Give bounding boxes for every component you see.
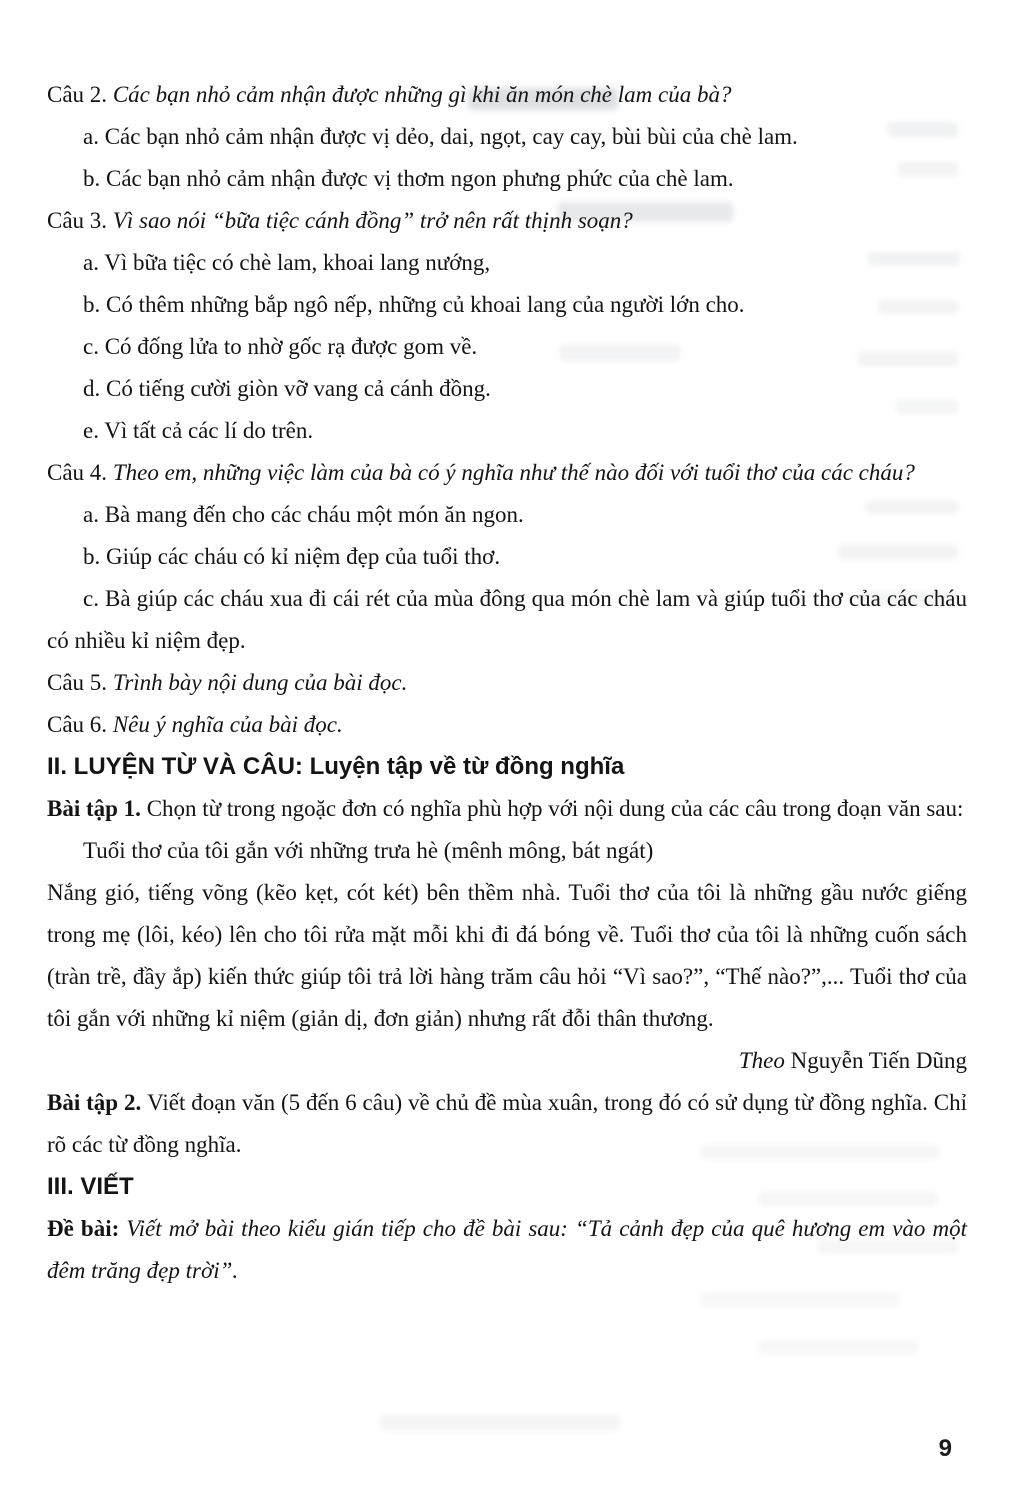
section-heading bbox=[47, 746, 967, 788]
paragraph bbox=[47, 284, 967, 326]
paragraph-text: a. Các bạn nhỏ cảm nhận được vị dẻo, dai, ngọt, cay cay, bùi bùi của chè lam. bbox=[83, 124, 798, 149]
paragraph-text: Theo em, những việc làm của bà có ý nghĩa như thế nào đối với tuổi thơ của các cháu? bbox=[112, 460, 915, 485]
paragraph bbox=[47, 704, 967, 746]
paragraph-text: b. Có thêm những bắp ngô nếp, những củ khoai lang của người lớn cho. bbox=[83, 292, 745, 317]
paragraph-label: Câu 4. bbox=[47, 460, 113, 485]
paragraph-text: Các bạn nhỏ cảm nhận được những gì khi ăn món chè lam của bà? bbox=[112, 82, 732, 107]
paragraph bbox=[47, 1208, 967, 1292]
paragraph bbox=[47, 788, 967, 830]
bleed-through-artifact bbox=[700, 1292, 900, 1306]
paragraph bbox=[47, 158, 967, 200]
paragraph-label: Câu 3. bbox=[47, 208, 113, 233]
paragraph-text: Vì sao nói “bữa tiệc cánh đồng” trở nên rất thịnh soạn? bbox=[112, 208, 633, 233]
paragraph-text: d. Có tiếng cười giòn vỡ vang cả cánh đồng. bbox=[83, 376, 491, 401]
paragraph-text: b. Các bạn nhỏ cảm nhận được vị thơm ngon phưng phức của chè lam. bbox=[83, 166, 734, 191]
paragraph-label: Đề bài: bbox=[47, 1216, 127, 1241]
paragraph-text: III. VIẾT bbox=[47, 1173, 134, 1200]
paragraph-label: Theo bbox=[738, 1048, 791, 1073]
paragraph-text: Chọn từ trong ngoặc đơn có nghĩa phù hợp với nội dung của các câu trong đoạn văn sau: bbox=[146, 796, 964, 821]
paragraph-text: Viết mở bài theo kiểu gián tiếp cho đề bài sau: “Tả cảnh đẹp của quê hương em vào một đêm trăng đẹp trời”. bbox=[47, 1216, 967, 1283]
paragraph bbox=[47, 536, 967, 578]
paragraph bbox=[47, 242, 967, 284]
paragraph-text: Nguyễn Tiến Dũng bbox=[790, 1048, 967, 1073]
page-number: 9 bbox=[938, 1435, 952, 1462]
paragraph bbox=[47, 1040, 967, 1082]
paragraph bbox=[47, 830, 967, 872]
paragraph bbox=[47, 494, 967, 536]
paragraph-label: Câu 6. bbox=[47, 712, 113, 737]
paragraph-text: Tuổi thơ của tôi gắn với những trưa hè (mênh mông, bát ngát) bbox=[83, 838, 654, 863]
paragraph bbox=[47, 452, 967, 494]
paragraph bbox=[47, 74, 967, 116]
paragraph-text: II. LUYỆN TỪ VÀ CÂU: Luyện tập về từ đồng nghĩa bbox=[47, 753, 625, 780]
paragraph bbox=[47, 578, 967, 662]
paragraph bbox=[47, 116, 967, 158]
paragraph-text: a. Bà mang đến cho các cháu một món ăn ngon. bbox=[83, 502, 524, 527]
paragraph-label: Câu 2. bbox=[47, 82, 113, 107]
paragraph-text: a. Vì bữa tiệc có chè lam, khoai lang nướng, bbox=[83, 250, 491, 275]
paragraph bbox=[47, 200, 967, 242]
paragraph bbox=[47, 410, 967, 452]
bleed-through-artifact bbox=[380, 1415, 620, 1431]
paragraph-label: Câu 5. bbox=[47, 670, 113, 695]
paragraph bbox=[47, 326, 967, 368]
paragraph-text: Trình bày nội dung của bài đọc. bbox=[112, 670, 408, 695]
paragraph-text: b. Giúp các cháu có kỉ niệm đẹp của tuổi thơ. bbox=[83, 544, 501, 569]
paragraph bbox=[47, 1082, 967, 1166]
paragraph-text: Nắng gió, tiếng võng (kẽo kẹt, cót két) bên thềm nhà. Tuổi thơ của tôi là những gầu nước giếng trong mẹ (lôi, kéo) lên cho tôi rửa mặt mỗi khi đi đá bóng về. Tuổi thơ của tôi là những cuốn sách (tràn trề, đầy ắp) kiến thức giúp tôi trả lời hàng trăm câu hỏi “Vì sao?”, “Thế nào?”,... Tuổi thơ của tôi gắn với những kỉ niệm (giản dị, đơn giản) nhưng rất đỗi thân thương. bbox=[47, 880, 967, 1031]
paragraph-text: Viết đoạn văn (5 đến 6 câu) về chủ đề mùa xuân, trong đó có sử dụng từ đồng nghĩa. Chỉ rõ các từ đồng nghĩa. bbox=[47, 1090, 968, 1157]
paragraph-label: Bài tập 2. bbox=[47, 1090, 148, 1115]
paragraph-text: e. Vì tất cả các lí do trên. bbox=[83, 418, 314, 443]
paragraph-text: c. Có đống lửa to nhờ gốc rạ được gom về. bbox=[83, 334, 478, 359]
paragraph-label: Bài tập 1. bbox=[47, 796, 147, 821]
paragraph-text: c. Bà giúp các cháu xua đi cái rét của mùa đông qua món chè lam và giúp tuổi thơ của các cháu có nhiều kỉ niệm đẹp. bbox=[47, 586, 967, 653]
section-heading bbox=[47, 1166, 967, 1208]
paragraph-text: Nêu ý nghĩa của bài đọc. bbox=[112, 712, 343, 737]
paragraph bbox=[47, 368, 967, 410]
paragraph bbox=[47, 872, 967, 1040]
bleed-through-artifact bbox=[758, 1340, 918, 1354]
paragraph bbox=[47, 662, 967, 704]
